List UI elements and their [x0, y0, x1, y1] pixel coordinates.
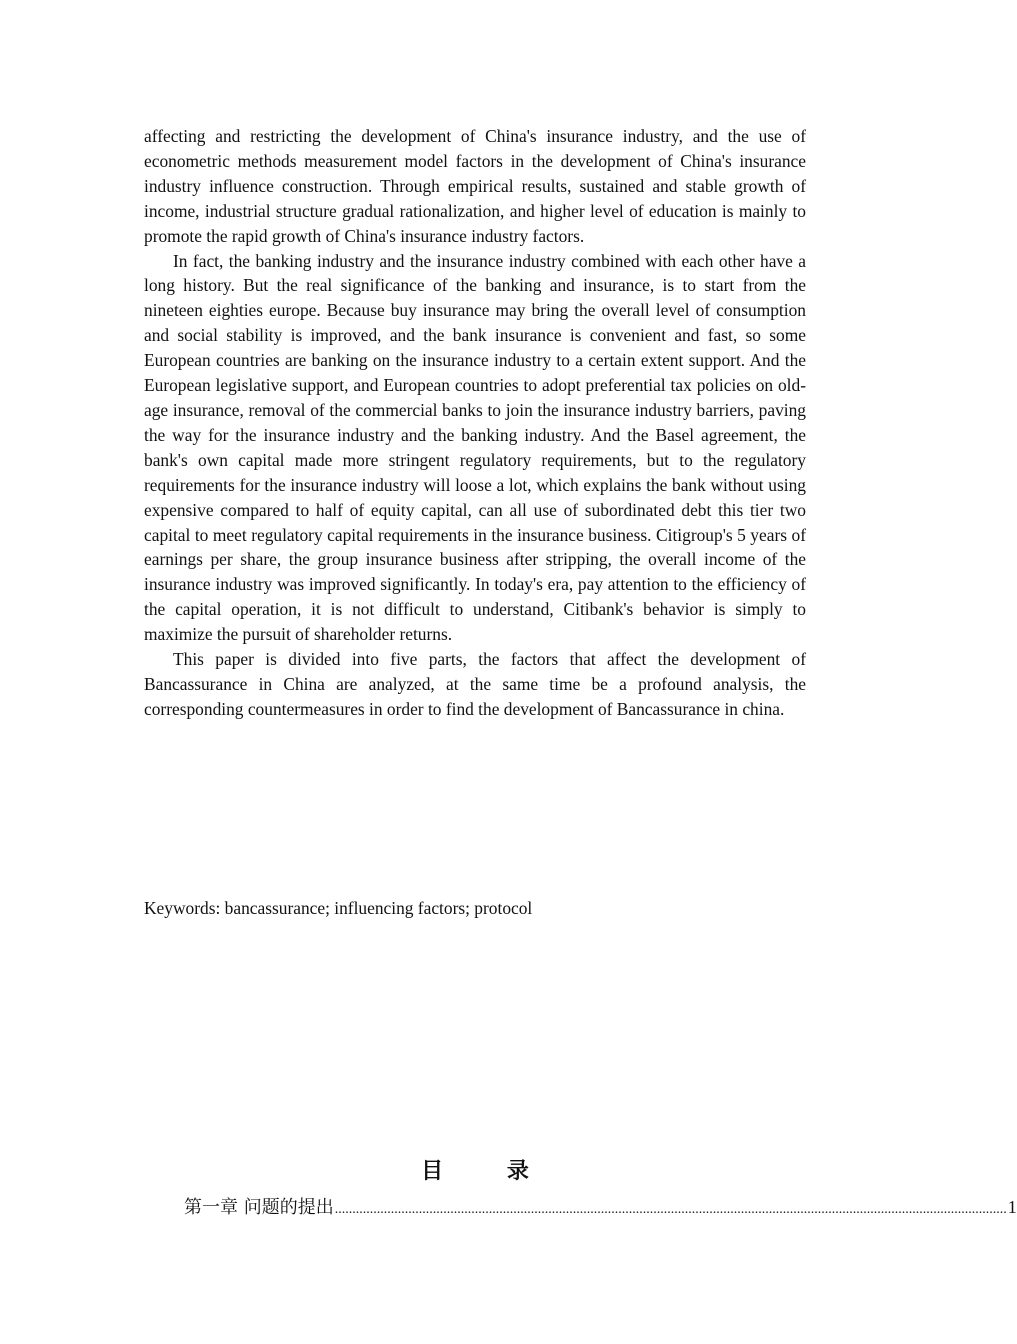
toc-entry[interactable] [184, 1194, 1017, 1223]
abstract-body [144, 124, 806, 722]
toc-leader-dots: ................................................................................................................................................................................................ [334, 1202, 1007, 1217]
abstract-paragraph-1: affecting and restricting the development of China's insurance industry, and the use of econometric methods measurement model factors in the development of China's insurance industry influence construction. Through empirical results, sustained and stable growth of income, industrial structure gradual rationalization, and higher level of education is mainly to promote the rapid growth of China's insurance industry factors. [144, 126, 806, 246]
toc-entry-page: 1 [1007, 1197, 1017, 1217]
abstract-paragraph-3: This paper is divided into five parts, the factors that affect the development of Bancassurance in China are analyzed, at the same time be a profound analysis, the corresponding countermeasures in order to find the development of Bancassurance in china. [144, 649, 806, 719]
abstract-paragraph-2: In fact, the banking industry and the insurance industry combined with each other have a long history. But the real significance of the banking and insurance, is to start from the nineteen eighties europe. Because buy insurance may bring the overall level of consumption and social stability is improved, and the bank insurance is convenient and fast, so some European countries are banking on the insurance industry to a certain extent support. And the European legislative support, and European countries to adopt preferential tax policies on old-age insurance, removal of the commercial banks to join the insurance industry barriers, paving the way for the insurance industry and the banking industry. And the Basel agreement, the bank's own capital made more stringent regulatory requirements, but to the regulatory requirements for the insurance industry will loose a lot, which explains the bank without using expensive compared to half of equity capital, can all use of subordinated debt this tier two capital to meet regulatory capital requirements in the insurance business. Citigroup's 5 years of earnings per share, the group insurance business after stripping, the overall income of the insurance industry was improved significantly. In today's era, pay attention to the efficiency of the capital operation, it is not difficult to understand, Citibank's behavior is simply to maximize the pursuit of shareholder returns. [144, 250, 806, 645]
toc-entry-label: 第一章 问题的提出 [184, 1197, 334, 1218]
keywords-line: Keywords: bancassurance; influencing factors; protocol [144, 898, 533, 918]
toc-title: 目 录 [421, 1159, 557, 1184]
